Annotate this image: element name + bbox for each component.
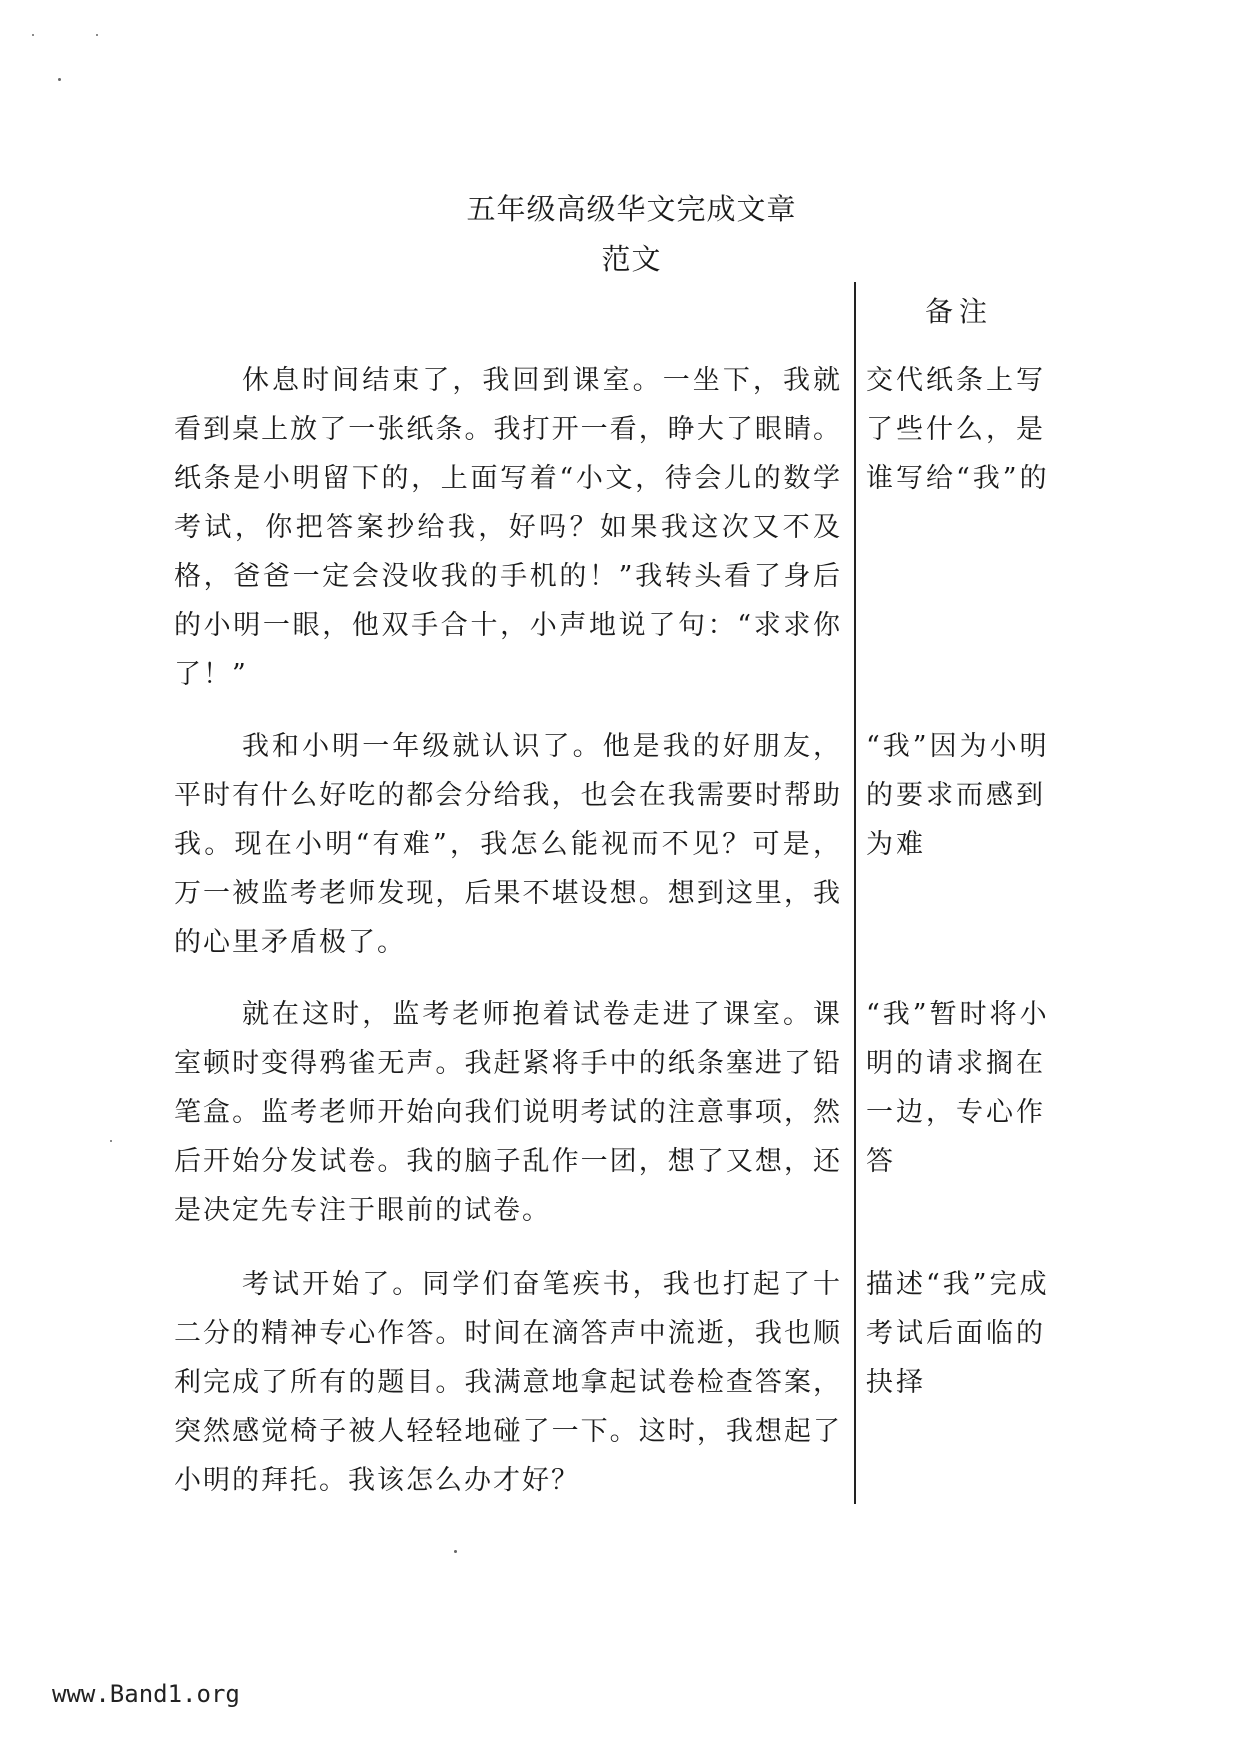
paragraph-3: 就在这时，监考老师抱着试卷走进了课室。课室顿时变得鸦雀无声。我赶紧将手中的纸条塞进了铅笔盒。监考老师开始向我们说明考试的注意事项，然后开始分发试卷。我的脑子乱作一团，想了又想，还是决定先专注于眼前的试卷。 [174, 999, 842, 1226]
scan-speck [110, 1140, 112, 1142]
notes-heading: 备注 [925, 295, 994, 328]
scan-speck [454, 1550, 457, 1553]
column-divider [854, 282, 856, 1504]
note-1: 交代纸条上写了些什么，是谁写给“我”的 [866, 365, 1050, 494]
paragraph-4: 考试开始了。同学们奋笔疾书，我也打起了十二分的精神专心作答。时间在滴答声中流逝，我也顺利完成了所有的题目。我满意地拿起试卷检查答案，突然感觉椅子被人轻轻地碰了一下。这时，我想起了小明的拜托。我该怎么办才好？ [174, 1269, 842, 1496]
scan-speck [32, 34, 34, 36]
scan-speck [58, 78, 61, 81]
scan-speck [96, 34, 98, 36]
document-subtitle: 范文 [601, 242, 662, 276]
footer-website: www.Band1.org [52, 1680, 240, 1708]
paragraph-1: 休息时间结束了，我回到课室。一坐下，我就看到桌上放了一张纸条。我打开一看，睁大了眼睛。纸条是小明留下的，上面写着“小文，待会儿的数学考试，你把答案抄给我，好吗？如果我这次又不及格，爸爸一定会没收我的手机的！”我转头看了身后的小明一眼，他双手合十，小声地说了句：“求求你了！” [174, 365, 842, 690]
note-4: 描述“我”完成考试后面临的抉择 [866, 1269, 1050, 1398]
note-3: “我”暂时将小明的请求搁在一边，专心作答 [866, 999, 1050, 1177]
paragraph-2: 我和小明一年级就认识了。他是我的好朋友，平时有什么好吃的都会分给我，也会在我需要时帮助我。现在小明“有难”，我怎么能视而不见？可是，万一被监考老师发现，后果不堪设想。想到这里，我的心里矛盾极了。 [174, 731, 842, 958]
document-title: 五年级高级华文完成文章 [466, 192, 797, 226]
note-2: “我”因为小明的要求而感到为难 [866, 731, 1050, 860]
